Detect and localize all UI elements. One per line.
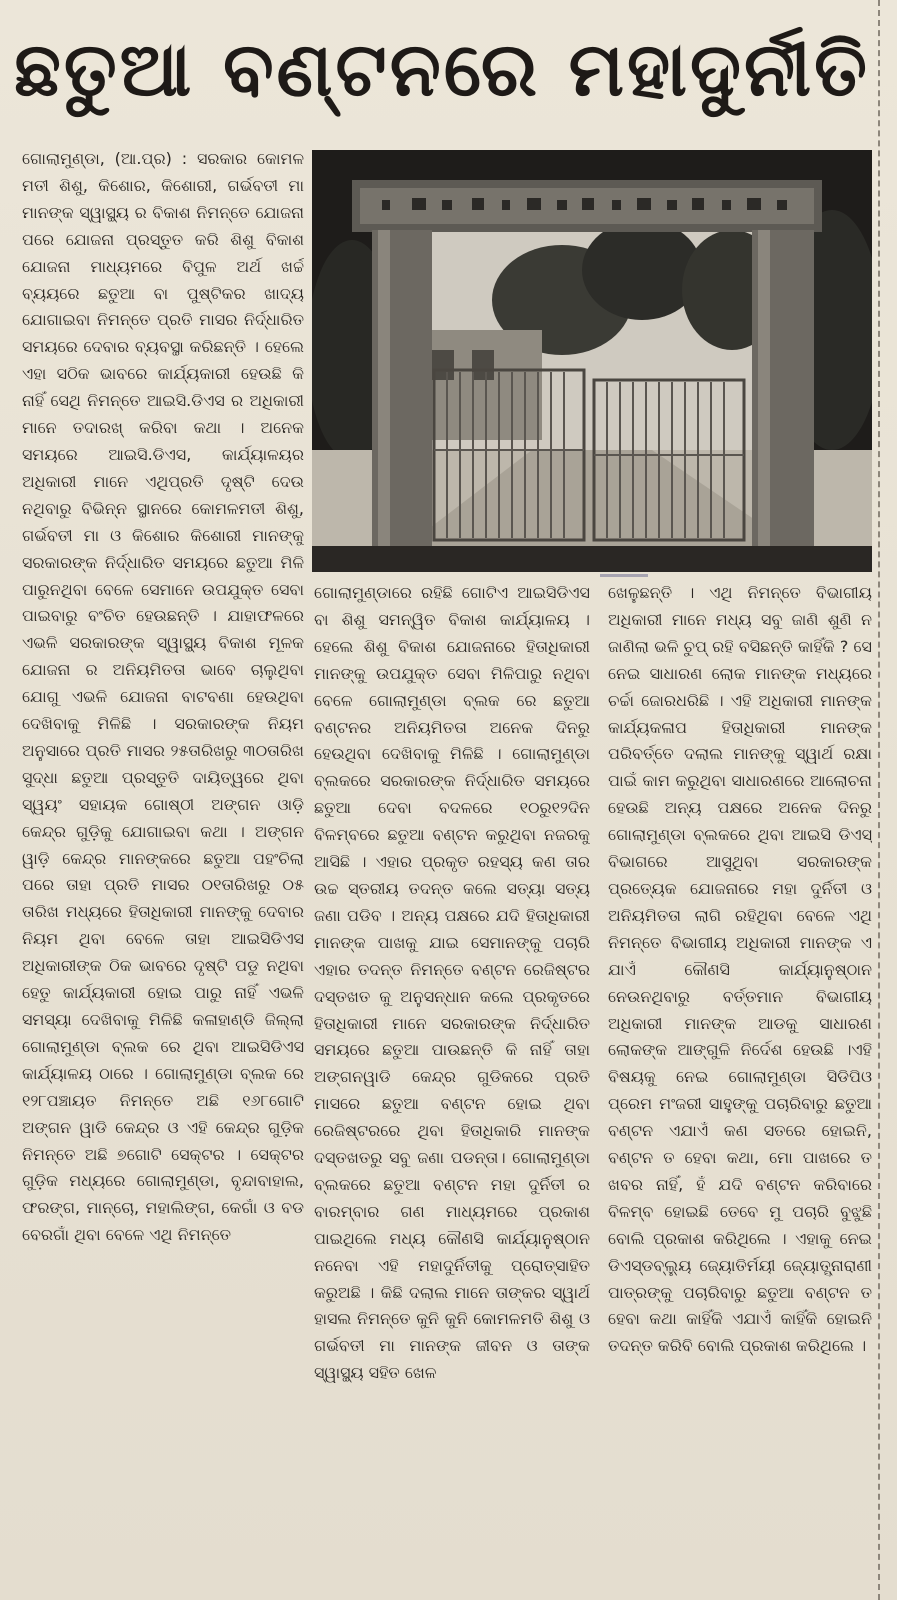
article-column-2: ଗୋଲାମୁଣ୍ଡାରେ ରହିଛି ଗୋଟିଏ ଆଇସିଡିଏସ ବା ଶିଶୁ ସମନ୍ୱିତ ବିକାଶ କାର୍ଯ୍ୟାଳୟ । ହେଲେ ଶିଶୁ ବିକାଶ ଯୋଜନାରେ ହିତାଧିକାରୀ ମାନଙ୍କୁ ଉପଯୁକ୍ତ ସେବା ମିଳିପାରୁ ନଥିବା ବେଳେ ଗୋଲାମୁଣ୍ଡା ବ୍ଲକ ରେ ଛତୁଆ ବଣ୍ଟନର ଅନିୟମିତତା ଅନେକ ଦିନରୁ ହେଉଥିବା ଦେଖିବାକୁ ମିଳିଛି । ଗୋଲାମୁଣ୍ଡା ବ୍ଲକରେ ସରକାରଙ୍କ ନିର୍ଦ୍ଧାରିତ ସମୟରେ ଛତୁଆ ଦେବା ବଦଳରେ ୧୦ରୁ୧୨ଦିନ ବିଳମ୍ବରେ ଛତୁଆ ବଣ୍ଟନ କରୁଥିବା ନଜରକୁ ଆସିଛି । ଏହାର ପ୍ରକୃତ ରହସ୍ୟ କଣ ତାର ଉଚ୍ଚ ସ୍ତରୀୟ ତଦନ୍ତ କଲେ ସତ୍ୟା ସତ୍ୟ ଜଣା ପଡିବ । ଅନ୍ୟ ପକ୍ଷରେ ଯଦି ହିତାଧିକାରୀ ମାନଙ୍କ ପାଖକୁ ଯାଇ ସେମାନଙ୍କୁ ପଚାରି ଏହାର ତଦନ୍ତ ନିମନ୍ତେ ବଣ୍ଟନ ରେଜିଷ୍ଟର ଦସ୍ତଖତ କୁ ଅନୁସନ୍ଧାନ କଲେ ପ୍ରକୃତରେ ହିତାଧିକାରୀ ମାନେ ସରକାରଙ୍କ ନିର୍ଦ୍ଧାରିତ ସମୟରେ ଛତୁଆ ପାଉଛନ୍ତି କି ନାହିଁ ତାହା ଅଙ୍ଗନୱାଡି କେନ୍ଦ୍ର ଗୁଡିକରେ ପ୍ରତି ମାସରେ ଛତୁଆ ବଣ୍ଟନ ହୋଇ ଥିବା ରେଜିଷ୍ଟରରେ ଥିବା ହିତାଧିକାରି ମାନଙ୍କ ଦସ୍ତଖତରୁ ସବୁ ଜଣା ପଡନ୍ତା। ଗୋଲାମୁଣ୍ଡା ବ୍ଲକରେ ଛତୁଆ ବଣ୍ଟନ ମହା ଦୁର୍ନିତୀ ର ବାରମ୍ବାର ଗଣ ମାଧ୍ୟମରେ ପ୍ରକାଶ ପାଇଥିଲେ ମଧ୍ୟ କୌଣସି କାର୍ଯ୍ୟାନୁଷ୍ଠାନ ନନେବା ଏହି ମହାଦୁର୍ନିତୀକୁ ପ୍ରୋତ୍ସାହିତ କରୁଅଛି । କିଛି ଦଲାଲ ମାନେ ତାଙ୍କର ସ୍ୱାର୍ଥ ହାସଲ ନିମନ୍ତେ କୁନି କୁନି କୋମଳମତି ଶିଶୁ ଓ ଗର୍ଭବତୀ ମା ମାନଙ୍କ ଜୀବନ ଓ ତାଙ୍କ ସ୍ୱାସ୍ଥ୍ୟ ସହିତ ଖେଳ xyxy=(314,583,590,1383)
print-mark xyxy=(600,574,648,577)
photo-gate-image xyxy=(312,150,872,572)
article-column-1: ଗୋଲାମୁଣ୍ଡା, (ଆ.ପ୍ର) : ସରକାର କୋମଳ ମତୀ ଶିଶୁ, କିଶୋର, କିଶୋରୀ, ଗର୍ଭବତୀ ମା ମାନଙ୍କ ସ୍ୱାସ୍ଥ୍ୟ ର ବିକାଶ ନିମନ୍ତେ ଯୋଜନା ପରେ ଯୋଜନା ପ୍ରସ୍ତୁତ କରି ଶିଶୁ ବିକାଶ ଯୋଜନା ମାଧ୍ୟମରେ ବିପୁଳ ଅର୍ଥ ଖର୍ଚ୍ଚ ବ୍ୟୟରେ ଛତୁଆ ବା ପୁଷ୍ଟିକର ଖାଦ୍ୟ ଯୋଗାଇବା ନିମନ୍ତେ ପ୍ରତି ମାସର ନିର୍ଦ୍ଧାରିତ ସମୟରେ ଦେବାର ବ୍ୟବସ୍ଥା କରିଛନ୍ତି । ହେଲେ ଏହା ସଠିକ ଭାବରେ କାର୍ଯ୍ୟକାରୀ ହେଉଛି କି ନାହିଁ ସେଥି ନିମନ୍ତେ ଆଇସି.ଡିଏସ ର ଅଧିକାରୀ ମାନେ ତଦାରଖ୍ କରିବା କଥା । ଅନେକ ସମୟରେ ଆଇସି.ଡିଏସ, କାର୍ଯ୍ୟାଳୟର ଅଧିକାରୀ ମାନେ ଏଥିପ୍ରତି ଦୃଷ୍ଟି ଦେଉ ନଥିବାରୁ ବିଭିନ୍ନ ସ୍ଥାନରେ କୋମଳମତୀ ଶିଶୁ, ଗର୍ଭବତୀ ମା ଓ କିଶୋର କିଶୋରୀ ମାନଙ୍କୁ ସରକାରଙ୍କ ନିର୍ଦ୍ଧାରିତ ସମୟରେ ଛତୁଆ ମିଳି ପାରୁନଥିବା ବେଳେ ସେମାନେ ଉପଯୁକ୍ତ ସେବା ପାଇବାରୁ ବଂଚିତ ହେଉଛନ୍ତି । ଯାହାଫଳରେ ଏଭଳି ସରକାରଙ୍କ ସ୍ୱାସ୍ଥ୍ୟ ବିକାଶ ମୂଳକ ଯୋଜନା ର ଅନିୟମିତତା ଭାବେ ଚାଲୁଥିବା ଯୋଗୁ ଏଭଳି ଯୋଜନା ବାଟବଣା ହେଉଥିବା ଦେଖିବାକୁ ମିଳିଛି । ସରକାରଙ୍କ ନିୟମ ଅନୁସାରେ ପ୍ରତି ମାସର ୨୫ତାରିଖରୁ ୩୦ତାରିଖ ସୁଦ୍ଧା ଛତୁଆ ପ୍ରସ୍ତୁତି ଦାୟିତ୍ୱରେ ଥିବା ସ୍ୱୟଂ ସହାୟକ ଗୋଷ୍ଠୀ ଅଙ୍ଗନ ଓାଡ଼ି କେନ୍ଦ୍ର ଗୁଡ଼ିକୁ ଯୋଗାଇବା କଥା । ଅଙ୍ଗନ ୱାଡ଼ି କେନ୍ଦ୍ର ମାନଙ୍କରେ ଛତୁଆ ପହଂଚିଲା ପରେ ତାହା ପ୍ରତି ମାସର ୦୧ତାରିଖରୁ ୦୫ ତାରିଖ ମଧ୍ୟରେ ହିତାଧିକାରୀ ମାନଙ୍କୁ ଦେବାର ନିୟମ ଥିବା ବେଳେ ତାହା ଆଇସିଡିଏସ ଅଧିକାରୀଙ୍କ ଠିକ ଭାବରେ ଦୃଷ୍ଟି ପଡୁ ନଥିବା ହେତୁ କାର୍ଯ୍ୟକାରୀ ହୋଇ ପାରୁ ନାହିଁ ଏଭଳି ସମସ୍ୟା ଦେଖିବାକୁ ମିଳିଛି କଳାହାଣ୍ଡି ଜିଲ୍ଲା ଗୋଲାମୁଣ୍ଡା ବ୍ଲକ ରେ ଥିବା ଆଇସିଡିଏସ କାର୍ଯ୍ୟାଳୟ ଠାରେ । ଗୋଲାମୁଣ୍ଡା ବ୍ଲକ ରେ ୧୨୮ପଞ୍ଚାୟତ ନିମନ୍ତେ ଅଛି ୧୬୮ଗୋଟି ଅଙ୍ଗନ ୱାଡି କେନ୍ଦ୍ର ଓ ଏହି କେନ୍ଦ୍ର ଗୁଡ଼ିକ ନିମନ୍ତେ ଅଛି ୭ଗୋଟି ସେକ୍ଟର । ସେକ୍ଟର ଗୁଡ଼ିକ ମଧ୍ୟରେ ଗୋଲାମୁଣ୍ଡା, ବୃନ୍ଦାବାହାଲ, ଫରଙ୍ଗ, ମାନ୍‌ଚୋ, ମହାଲିଙ୍ଗ, କେଗାଁ ଓ ବଡ ବେରଗାଁ ଥିବା ବେଳେ ଏଥି ନିମନ୍ତେ xyxy=(22,149,304,1245)
gate-photo-svg xyxy=(312,150,872,572)
headline: ଛତୁଆ ବଣ୍ଟନରେ ମହାଦୁର୍ନୀତି xyxy=(14,27,870,113)
article-column-3: ଖେଳୁଛନ୍ତି । ଏଥି ନିମନ୍ତେ ବିଭାଗୀୟ ଅଧିକାରୀ ମାନେ ମଧ୍ୟ ସବୁ ଜାଣି ଶୁଣି ନ ଜାଣିଲା ଭଳି ଚୁପ୍ ରହି ବସିଛନ୍ତି କାହିଁକି ? ସେ ନେଇ ସାଧାରଣ ଲୋକ ମାନଙ୍କ ମଧ୍ୟରେ ଚର୍ଚ୍ଚା ଜୋରଧରିଛି । ଏହି ଅଧିକାରୀ ମାନଙ୍କ କାର୍ଯ୍ୟକଳାପ ହିତାଧିକାରୀ ମାନଙ୍କ ପରିବର୍ତ୍ତେ ଦଲାଲ ମାନଙ୍କୁ ସ୍ୱାର୍ଥ ରକ୍ଷା ପାଇଁ କାମ କରୁଥିବା ସାଧାରଣରେ ଆଲୋଚନା ହେଉଛି ଅନ୍ୟ ପକ୍ଷରେ ଅନେକ ଦିନରୁ ଗୋଲାମୁଣ୍ଡା ବ୍ଲକରେ ଥିବା ଆଇସି ଡିଏସ୍ ବିଭାଗରେ ଆସୁଥିବା ସରକାରଙ୍କ ପ୍ରତ୍ୟେକ ଯୋଜନାରେ ମହା ଦୁର୍ନିତୀ ଓ ଅନିୟମିତତା ଲାଗି ରହିଥିବା ବେଳେ ଏଥି ନିମନ୍ତେ ବିଭାଗୀୟ ଅଧିକାରୀ ମାନଙ୍କ ଏ ଯାଏଁ କୌଣସି କାର୍ଯ୍ୟାନୁଷ୍ଠାନ ନେଉନଥିବାରୁ ବର୍ତ୍ତମାନ ବିଭାଗୀୟ ଅଧିକାରୀ ମାନଙ୍କ ଆଡକୁ ସାଧାରଣ ଲୋକଙ୍କ ଆଙ୍ଗୁଳି ନିର୍ଦେଶ ହେଉଛି ।ଏହି ବିଷୟକୁ ନେଇ ଗୋଲାମୁଣ୍ଡା ସିଡିପିଓ ପ୍ରେମ ମଂଜରୀ ସାହୁଙ୍କୁ ପଚାରିବାରୁ ଛତୁଆ ବଣ୍ଟନ ଏଯାଏଁ କଣ ସତରେ ହୋଇନି, ବଣ୍ଟନ ତ ହେବା କଥା, ମୋ ପାଖରେ ତ ଖବର ନାହିଁ, ହଁ ଯଦି ବଣ୍ଟନ କରିବାରେ ବିଳମ୍ବ ହୋଇଛି ତେବେ ମୁ ପଚାରି ବୁଝୁଛି ବୋଲି ପ୍ରକାଶ କରିଥିଲେ । ଏହାକୁ ନେଇ ଡିଏସ୍‌ଡବ୍ଲ୍ୟୁ ଜ୍ୟୋତିର୍ମୟୀ ଜ୍ୟୋତ୍ସ୍ନାରାଣୀ ପାତ୍ରଙ୍କୁ ପଚାରିବାରୁ ଛତୁଆ ବଣ୍ଟନ ତ ହେବା କଥା କାହିଁକି ଏଯାଏଁ କାହିଁକି ହୋଇନି ତଦନ୍ତ କରିବି ବୋଲି ପ୍ରକାଶ କରିଥିଲେ । xyxy=(608,583,872,1356)
page-fold-divider xyxy=(878,0,880,1600)
